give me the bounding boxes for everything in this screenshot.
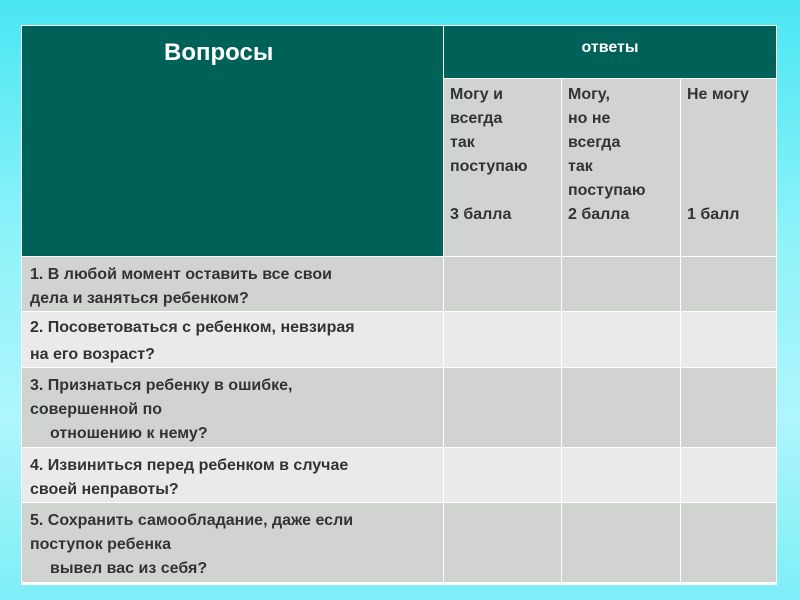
answer-option-2	[562, 79, 681, 257]
answer-option-points: 3 балла	[450, 206, 512, 223]
answer-cell[interactable]	[444, 257, 562, 312]
answer-cell[interactable]	[444, 503, 562, 583]
answer-cell[interactable]	[444, 368, 562, 448]
slide	[21, 25, 777, 585]
answer-option-line: Могу,	[568, 86, 610, 103]
answer-cell[interactable]	[681, 503, 777, 583]
answers-header	[444, 26, 777, 79]
answer-option-points: 2 балла	[568, 206, 630, 223]
answer-cell[interactable]	[562, 257, 681, 312]
question-cell	[22, 312, 444, 368]
answer-cell[interactable]	[562, 312, 681, 368]
table-row	[22, 257, 777, 312]
question-line: 2. Посоветоваться с ребенком, невзирая	[30, 319, 355, 336]
answer-cell[interactable]	[681, 312, 777, 368]
answer-option-line: так	[568, 158, 593, 175]
question-line: поступок ребенка	[30, 536, 171, 553]
question-line: дела и заняться ребенком?	[30, 290, 249, 307]
answer-option-line: Не могу	[687, 86, 749, 103]
answer-option-line: но не	[568, 110, 611, 127]
answer-option-line: поступаю	[450, 158, 528, 175]
answer-cell[interactable]	[562, 368, 681, 448]
answer-cell[interactable]	[681, 257, 777, 312]
table-row	[22, 368, 777, 448]
answer-cell[interactable]	[562, 448, 681, 503]
question-line: совершенной по	[30, 401, 163, 418]
question-line: своей неправоты?	[30, 481, 179, 498]
answer-option-line: Могу и	[450, 86, 503, 103]
question-cell	[22, 448, 444, 503]
questionnaire-table	[21, 25, 777, 583]
answer-cell[interactable]	[562, 503, 681, 583]
table-row	[22, 312, 777, 368]
question-cell	[22, 257, 444, 312]
question-line: на его возраст?	[30, 346, 155, 363]
question-line: 4. Извиниться перед ребенком в случае	[30, 457, 349, 474]
question-line: отношению к нему?	[50, 425, 208, 442]
answer-option-line: поступаю	[568, 182, 646, 199]
table-row	[22, 503, 777, 583]
answer-option-1	[444, 79, 562, 257]
question-cell	[22, 368, 444, 448]
answer-cell[interactable]	[444, 312, 562, 368]
answer-option-line: всегда	[568, 134, 621, 151]
question-line: 5. Сохранить самообладание, даже если	[30, 512, 354, 529]
table-row	[22, 448, 777, 503]
answer-cell[interactable]	[444, 448, 562, 503]
answer-cell[interactable]	[681, 448, 777, 503]
questions-header	[22, 26, 444, 257]
question-line: 3. Признаться ребенку в ошибке,	[30, 377, 293, 394]
answers-header-label: ответы	[581, 39, 639, 56]
answer-cell[interactable]	[681, 368, 777, 448]
answer-option-line: всегда	[450, 110, 503, 127]
question-cell	[22, 503, 444, 583]
answer-option-3	[681, 79, 777, 257]
questions-header-label: Вопросы	[164, 39, 274, 66]
answer-option-line: так	[450, 134, 475, 151]
question-line: вывел вас из себя?	[50, 560, 208, 577]
answer-option-points: 1 балл	[687, 206, 740, 223]
question-line: 1. В любой момент оставить все свои	[30, 266, 333, 283]
